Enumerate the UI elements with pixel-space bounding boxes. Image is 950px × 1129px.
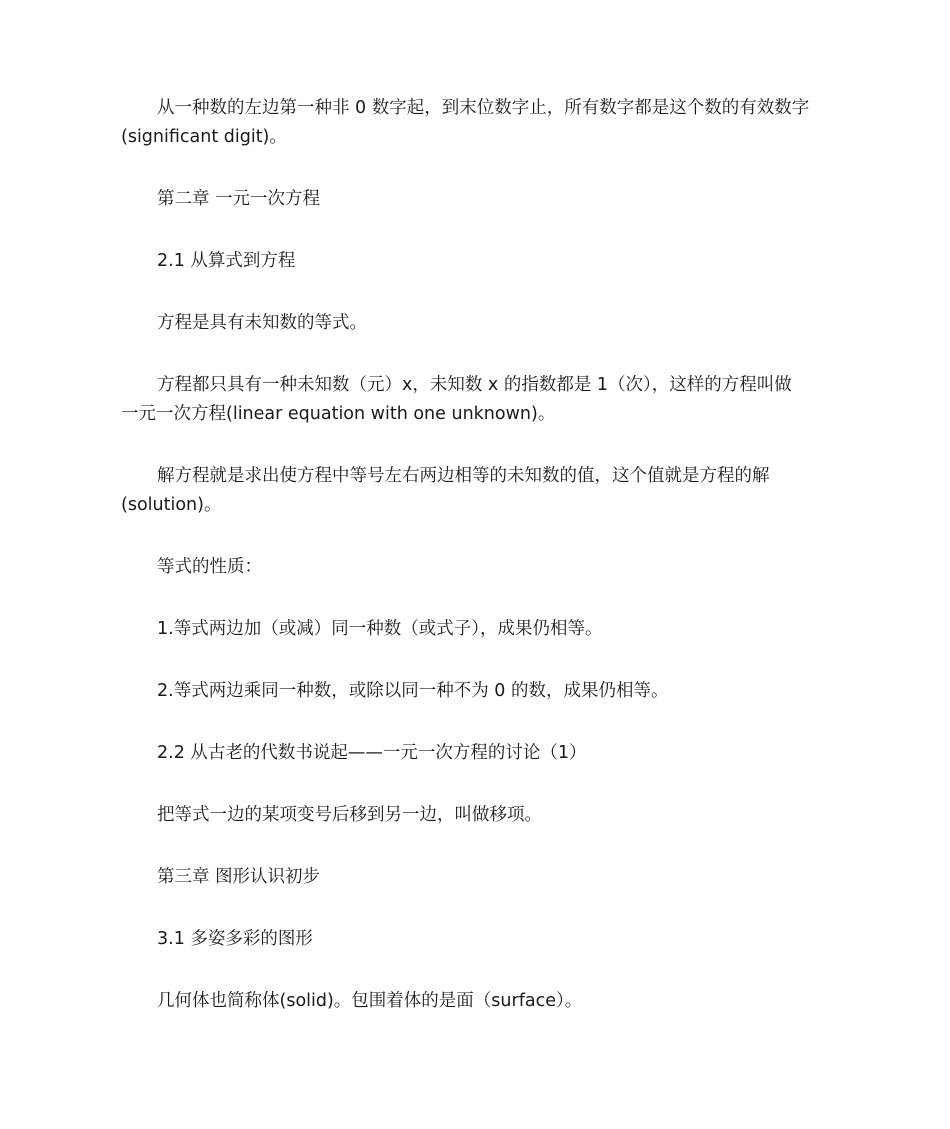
paragraph-line: 1.等式两边加（或减）同一种数（或式子），成果仍相等。 xyxy=(157,619,603,639)
chapter-heading-2 xyxy=(121,185,831,214)
paragraph-line: 2.2 从古老的代数书说起——一元一次方程的讨论（1） xyxy=(157,743,587,763)
paragraph-line: 2.1 从算式到方程 xyxy=(157,251,296,271)
paragraph-line: 第三章 图形认识初步 xyxy=(157,867,321,887)
paragraph-line: 2.等式两边乘同一种数，或除以同一种不为 0 的数，成果仍相等。 xyxy=(157,681,669,701)
paragraph-line: 第二章 一元一次方程 xyxy=(157,189,321,209)
paragraph-line: 3.1 多姿多彩的图形 xyxy=(157,929,313,949)
paragraph-line: 方程是具有未知数的等式。 xyxy=(157,313,367,333)
paragraph-line: (solution)。 xyxy=(121,495,222,515)
paragraph-significant-digit xyxy=(121,94,831,152)
paragraph-equality-properties xyxy=(121,553,831,582)
paragraph-solution xyxy=(121,462,831,520)
chapter-heading-3 xyxy=(121,863,831,892)
document-body xyxy=(121,94,831,1016)
paragraph-equation-definition xyxy=(121,309,831,338)
paragraph-property-2 xyxy=(121,677,831,706)
section-heading-3-1 xyxy=(121,925,831,954)
paragraph-linear-equation xyxy=(121,371,831,429)
paragraph-line: 把等式一边的某项变号后移到另一边，叫做移项。 xyxy=(157,805,542,825)
paragraph-line: 等式的性质： xyxy=(157,557,262,577)
paragraph-line: 解方程就是求出使方程中等号左右两边相等的未知数的值，这个值就是方程的解 xyxy=(157,466,770,486)
paragraph-property-1 xyxy=(121,615,831,644)
paragraph-transposition xyxy=(121,801,831,830)
paragraph-line: 方程都只具有一种未知数（元）x，未知数 x 的指数都是 1（次），这样的方程叫做 xyxy=(157,375,792,395)
paragraph-line: 从一种数的左边第一种非 0 数字起，到末位数字止，所有数字都是这个数的有效数字 xyxy=(157,98,810,118)
paragraph-solid-surface xyxy=(121,987,831,1016)
paragraph-line: 几何体也简称体(solid)。包围着体的是面（surface）。 xyxy=(157,991,583,1011)
section-heading-2-1 xyxy=(121,247,831,276)
section-heading-2-2 xyxy=(121,739,831,768)
paragraph-line: 一元一次方程(linear equation with one unknown)。 xyxy=(121,404,556,424)
paragraph-line: (significant digit)。 xyxy=(121,127,287,147)
